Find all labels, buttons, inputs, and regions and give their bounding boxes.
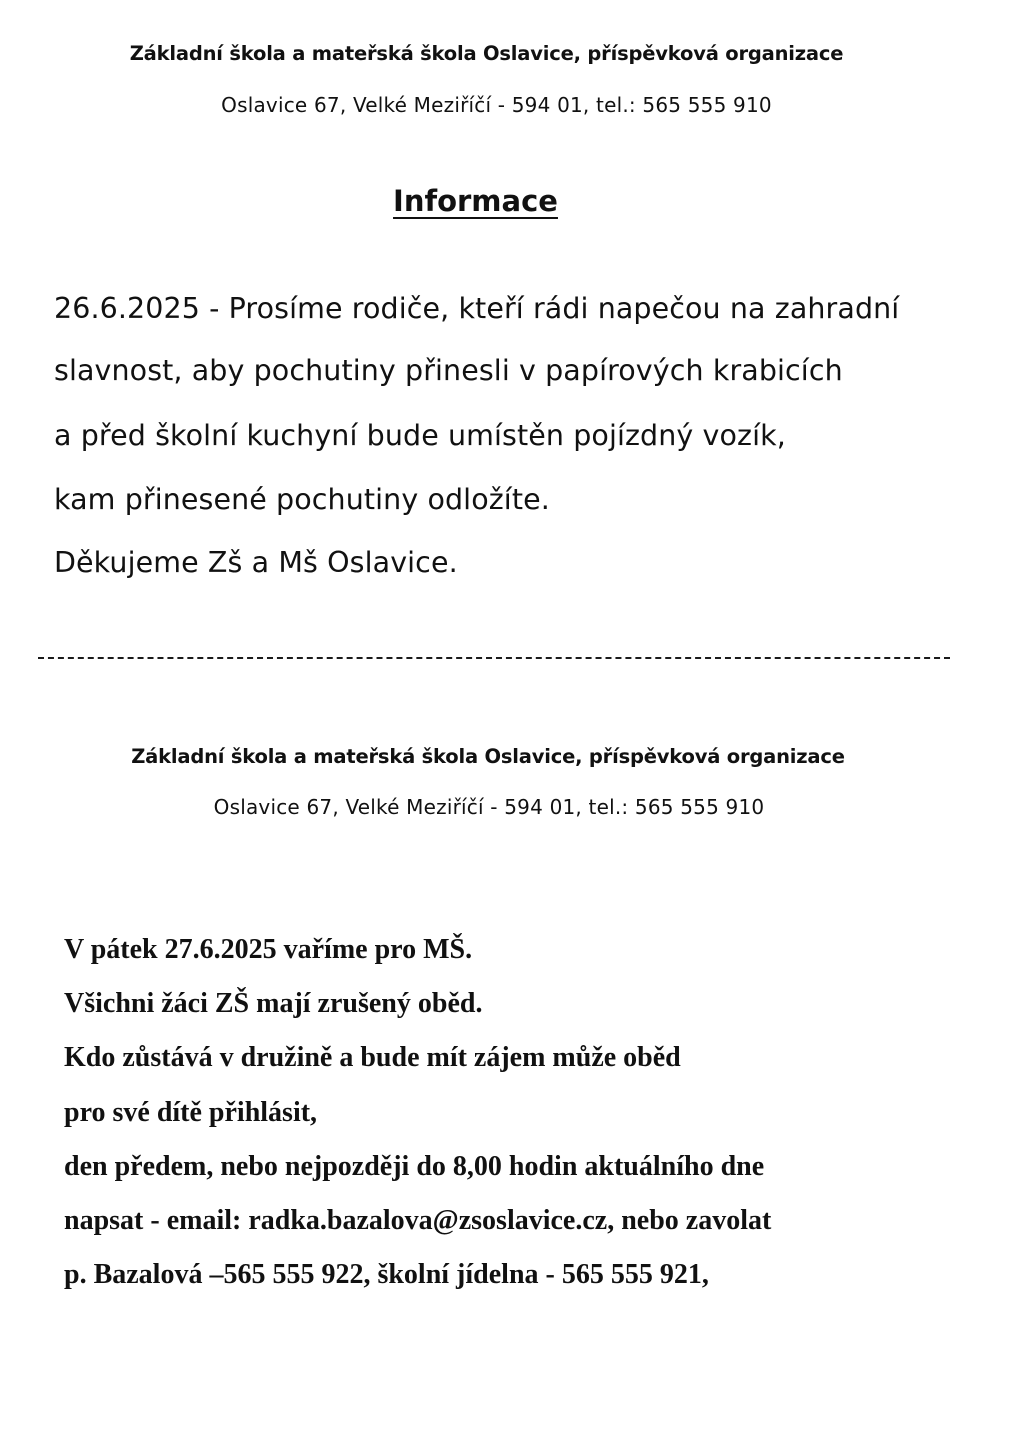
- dashed-divider: [38, 657, 950, 659]
- lunch-notice-line: den předem, nebo nejpozději do 8,00 hodin aktuálního dne: [64, 1151, 765, 1182]
- notice-line: slavnost, aby pochutiny přinesli v papírových krabicích: [54, 354, 843, 387]
- school-address: Oslavice 67, Velké Meziříčí - 594 01, tel.: 565 555 910: [213, 795, 765, 819]
- notice-line: 26.6.2025 - Prosíme rodiče, kteří rádi napečou na zahradní: [54, 292, 900, 325]
- school-address: Oslavice 67, Velké Meziříčí - 594 01, tel.: 565 555 910: [221, 93, 772, 117]
- page-title: Informace: [393, 184, 558, 218]
- lunch-notice-line: Všichni žáci ZŠ mají zrušený oběd.: [64, 988, 483, 1019]
- lunch-notice-line: Kdo zůstává v družině a bude mít zájem může oběd: [64, 1042, 681, 1073]
- lunch-notice-line: napsat - email: radka.bazalova@zsoslavice.cz, nebo zavolat: [64, 1205, 772, 1236]
- school-name-header: Základní škola a mateřská škola Oslavice, příspěvková organizace: [131, 745, 845, 768]
- notice-line: kam přinesené pochutiny odložíte.: [54, 483, 550, 516]
- lunch-notice-line: pro své dítě přihlásit,: [64, 1097, 318, 1128]
- lunch-notice-line: p. Bazalová –565 555 922, školní jídelna - 565 555 921,: [64, 1259, 709, 1290]
- notice-line: Děkujeme Zš a Mš Oslavice.: [54, 546, 458, 579]
- lunch-notice-line: V pátek 27.6.2025 vaříme pro MŠ.: [64, 934, 473, 965]
- notice-line: a před školní kuchyní bude umístěn pojízdný vozík,: [54, 419, 786, 452]
- school-name-header: Základní škola a mateřská škola Oslavice, příspěvková organizace: [129, 42, 844, 65]
